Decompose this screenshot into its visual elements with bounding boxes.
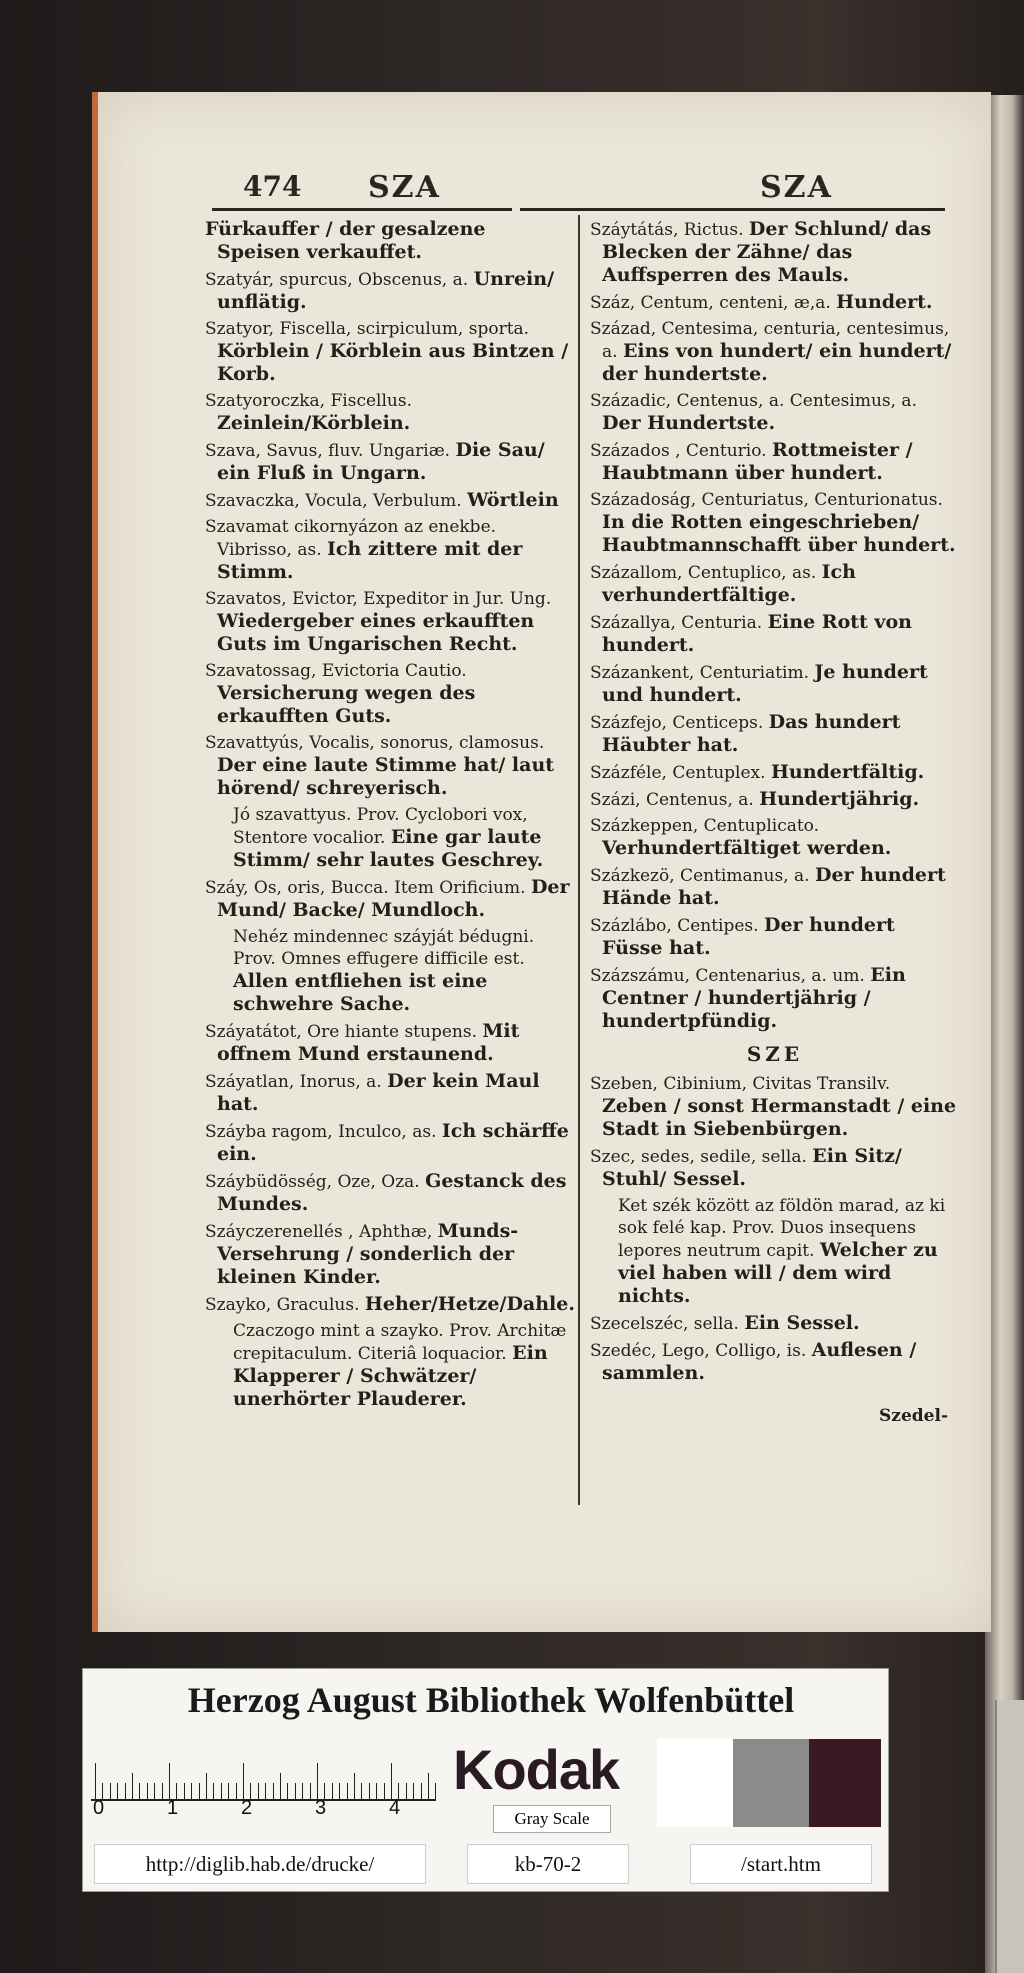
ruler-tick (110, 1783, 111, 1799)
ruler-tick (361, 1783, 362, 1799)
dictionary-entry (590, 815, 960, 860)
dictionary-entry (590, 561, 960, 607)
proverb-latin: Jó szavattyus. Prov. Cyclobori vox, Stentore vocalior. (233, 805, 528, 848)
dictionary-entry (205, 1070, 575, 1116)
dictionary-entry (590, 390, 960, 435)
ruler-tick (258, 1783, 259, 1799)
entry-german: Verhundertfältiget werden. (602, 837, 892, 859)
entry-latin: Szatyoroczka, Fiscellus. (205, 391, 412, 411)
entry-german: Munds-Versehrung / sonderlich der kleinen Kinder. (217, 1220, 519, 1288)
proverb-german: Welcher zu viel haben will / dem wird nichts. (618, 1239, 938, 1307)
entry-german: Wiedergeber eines erkaufften Guts im Ungarischen Recht. (217, 610, 535, 655)
ruler-tick (376, 1783, 377, 1799)
entry-latin: Szedéc, Lego, Colligo, is. (590, 1341, 807, 1361)
dictionary-entry (590, 1312, 960, 1335)
entry-latin: Száybüdösség, Oze, Oza. (205, 1172, 420, 1192)
proverb-german: Ein Klapperer / Schwätzer/ unerhörter Plauderer. (233, 1342, 548, 1410)
entry-german: Heher/Hetze/Dahle. (364, 1293, 575, 1315)
entry-latin: Százados , Centurio. (590, 441, 767, 461)
ruler-tick (132, 1773, 133, 1799)
entry-german: Zeben / sonst Hermanstadt / eine Stadt in Siebenbürgen. (602, 1095, 957, 1140)
entry-latin: Száytátás, Rictus. (590, 220, 744, 240)
ruler-tick (95, 1763, 96, 1799)
ruler-tick (413, 1783, 414, 1799)
entry-latin: Század, Centesima, centuria, centesimus, a. (590, 319, 950, 362)
dictionary-entry (590, 1145, 960, 1191)
header-rule-right (520, 208, 945, 211)
dictionary-entry (590, 761, 960, 784)
dictionary-entry (590, 964, 960, 1033)
ruler-tick (280, 1773, 281, 1799)
url-mid: kb-70-2 (468, 1845, 628, 1883)
running-head-left: SZA (368, 170, 441, 205)
left-column (205, 218, 575, 1415)
dictionary-entry (205, 489, 575, 512)
dictionary-entry (590, 489, 960, 557)
entry-latin: Százallom, Centuplico, as. (590, 563, 817, 583)
entry-german: Hundert. (836, 291, 933, 313)
ruler-tick (332, 1783, 333, 1799)
entry-german: Ein Centner / hundertjährig / hundertpfündig. (602, 964, 906, 1032)
ruler-tick (199, 1783, 200, 1799)
entry-german: Eins von hundert/ ein hundert/ der hundertste. (602, 340, 952, 385)
entry-latin: Száyczerenellés , Aphthæ, (205, 1222, 433, 1242)
entry-latin: Szec, sedes, sedile, sella. (590, 1147, 807, 1167)
entry-german: Fürkauffer / der gesalzene Speisen verkauffet. (205, 218, 486, 263)
ruler-tick (369, 1783, 370, 1799)
entry-german: In die Rotten eingeschrieben/ Haubtmannschafft über hundert. (602, 511, 956, 556)
proverb-latin: Czaczogo mint a szayko. Prov. Architæ crepitaculum. Citeriâ loquacior. (233, 1321, 567, 1364)
entry-german: Ich zittere mit der Stimm. (217, 538, 523, 583)
ruler-tick (435, 1783, 436, 1799)
page-number: 474 (243, 170, 302, 203)
entry-german: Unrein/ unflätig. (217, 268, 555, 313)
dictionary-entry (205, 390, 575, 435)
catchword: Szedel- (879, 1406, 948, 1426)
section-heading: SZE (746, 1042, 804, 1066)
entry-latin: Szavamat cikornyázon az enekbe. Vibrisso, as. (205, 517, 497, 560)
entry-german: Der eine laute Stimme hat/ laut hörend/ schreyerisch. (217, 754, 555, 799)
entry-latin: Szavattyús, Vocalis, sonorus, clamosus. (205, 733, 545, 753)
dictionary-entry (205, 588, 575, 656)
dictionary-entry (590, 291, 960, 314)
ruler-number: 4 (389, 1797, 401, 1819)
entry-german: Körblein / Körblein aus Bintzen / Korb. (217, 340, 569, 385)
ruler-tick (310, 1783, 311, 1799)
entry-latin: Szavatossag, Evictoria Cautio. (205, 661, 467, 681)
entry-latin: Száyba ragom, Inculco, as. (205, 1122, 437, 1142)
entry-german: Auflesen / sammlen. (602, 1339, 917, 1384)
proverb-entry (618, 1195, 960, 1308)
entry-latin: Szecelszéc, sella. (590, 1314, 739, 1334)
dictionary-entry (205, 318, 575, 386)
ruler-tick (406, 1783, 407, 1799)
dictionary-entry (590, 914, 960, 960)
entry-latin: Századoság, Centuriatus, Centurionatus. (590, 490, 943, 510)
ruler-number: 2 (241, 1797, 253, 1819)
ruler-tick (339, 1783, 340, 1799)
entry-german: Je hundert und hundert. (602, 661, 928, 706)
dictionary-entry (205, 1120, 575, 1166)
entry-german: Eine Rott von hundert. (602, 611, 912, 656)
url-left: http://diglib.hab.de/drucke/ (95, 1845, 425, 1883)
proverb-entry (233, 926, 575, 1016)
entry-latin: Száy, Os, oris, Bucca. Item Orificium. (205, 878, 526, 898)
ruler-tick (228, 1783, 229, 1799)
entry-german: Der Mund/ Backe/ Mundloch. (217, 876, 570, 921)
ruler-tick (302, 1783, 303, 1799)
dictionary-entry (590, 611, 960, 657)
ruler-tick (117, 1783, 118, 1799)
entry-latin: Századic, Centenus, a. Centesimus, a. (590, 391, 917, 411)
column-divider (578, 215, 580, 1505)
dictionary-entry (590, 318, 960, 386)
entry-german: Der hundert Hände hat. (602, 864, 946, 909)
dictionary-entry (590, 218, 960, 287)
entry-latin: Szayko, Graculus. (205, 1295, 360, 1315)
dictionary-entry (205, 660, 575, 728)
dictionary-entry (205, 732, 575, 800)
right-column (590, 218, 960, 1427)
ruler-number: 0 (93, 1797, 105, 1819)
entry-german: Ein Sitz/ Stuhl/ Sessel. (602, 1145, 902, 1190)
ruler-tick (428, 1773, 429, 1799)
ruler-tick (125, 1783, 126, 1799)
entry-latin: Százankent, Centuriatim. (590, 663, 810, 683)
dictionary-entry (205, 1020, 575, 1066)
entry-german: Die Sau/ ein Fluß in Ungarn. (217, 439, 545, 484)
header-rule-left (212, 208, 512, 211)
ruler-tick (347, 1783, 348, 1799)
entry-latin: Szeben, Cibinium, Civitas Transilv. (590, 1074, 891, 1094)
entry-latin: Százféle, Centuplex. (590, 763, 766, 783)
entry-german: Der hundert Füsse hat. (602, 914, 895, 959)
dictionary-entry (590, 788, 960, 811)
kodak-logo: Kodak (453, 1738, 620, 1801)
ruler-tick (162, 1783, 163, 1799)
ruler-tick (384, 1783, 385, 1799)
gray-swatch (733, 1739, 809, 1827)
dictionary-entry (205, 1170, 575, 1216)
proverb-entry (233, 1320, 575, 1411)
adjacent-page-tab (995, 1700, 1024, 1973)
dictionary-entry (590, 1339, 960, 1385)
entry-latin: Százlábo, Centipes. (590, 916, 759, 936)
entry-german: Hundertfältig. (770, 761, 925, 783)
gray-scale-label: Gray Scale (493, 1805, 611, 1833)
ruler-tick (184, 1783, 185, 1799)
dark-swatch (809, 1739, 881, 1827)
entry-german: Versicherung wegen des erkaufften Guts. (217, 682, 476, 727)
ruler-tick (287, 1783, 288, 1799)
entry-latin: Százfejo, Centiceps. (590, 713, 764, 733)
entry-latin: Szava, Savus, fluv. Ungariæ. (205, 441, 451, 461)
ruler-tick (236, 1783, 237, 1799)
ruler-tick (421, 1783, 422, 1799)
entry-german: Ein Sessel. (744, 1312, 860, 1334)
entry-german: Der kein Maul hat. (217, 1070, 540, 1115)
ruler-tick (169, 1763, 170, 1799)
proverb-german: Eine gar laute Stimm/ sehr lautes Geschrey. (233, 826, 544, 871)
entry-german: Gestanck des Mundes. (217, 1170, 567, 1215)
color-calibration-card (82, 1668, 889, 1892)
entry-latin: Szatyár, spurcus, Obscenus, a. (205, 270, 469, 290)
entry-latin: Százkezö, Centimanus, a. (590, 866, 810, 886)
dictionary-entry (590, 1073, 960, 1141)
entry-german: Wörtlein (467, 489, 559, 511)
dictionary-entry (205, 268, 575, 314)
entry-latin: Szavaczka, Vocula, Verbulum. (205, 491, 462, 511)
proverb-german: Allen entfliehen ist eine schwehre Sache. (233, 970, 488, 1015)
dictionary-entry (590, 439, 960, 485)
ruler-tick (243, 1763, 244, 1799)
entry-german: Mit offnem Mund erstaunend. (217, 1020, 520, 1065)
ruler-tick (139, 1783, 140, 1799)
dictionary-entry (205, 516, 575, 584)
ruler-number: 3 (315, 1797, 327, 1819)
entry-latin: Száyatlan, Inorus, a. (205, 1072, 382, 1092)
entry-german: Zeinlein/Körblein. (217, 412, 411, 434)
ruler-tick (206, 1773, 207, 1799)
proverb-latin: Nehéz mindennec száyját bédugni. Prov. Omnes effugere difficile est. (233, 927, 535, 969)
entry-german: Der Hundertste. (602, 412, 776, 434)
entry-latin: Százszámu, Centenarius, a. um. (590, 966, 865, 986)
entry-german: Ich schärffe ein. (217, 1120, 569, 1165)
proverb-latin: Ket szék között az földön marad, az ki sok felé kap. Prov. Duos insequens lepores neutrum capit. (618, 1196, 946, 1261)
url-right: /start.htm (691, 1845, 871, 1883)
entry-german: Ich verhundertfältige. (602, 561, 856, 606)
entry-german: Das hundert Häubter hat. (602, 711, 901, 756)
entry-latin: Szavatos, Evictor, Expeditor in Jur. Ung. (205, 589, 552, 609)
ruler-tick (221, 1783, 222, 1799)
entry-latin: Száyatátot, Ore hiante stupens. (205, 1022, 477, 1042)
ruler-number: 1 (167, 1797, 179, 1819)
ruler-tick (213, 1783, 214, 1799)
dictionary-entry (590, 864, 960, 910)
white-swatch (657, 1739, 733, 1827)
dictionary-entry (205, 1220, 575, 1289)
entry-latin: Száz, Centum, centeni, æ,a. (590, 293, 831, 313)
ruler-tick (354, 1773, 355, 1799)
entry-latin: Százallya, Centuria. (590, 613, 763, 633)
dictionary-entry (205, 1293, 575, 1316)
ruler-tick (391, 1763, 392, 1799)
ruler-tick (147, 1783, 148, 1799)
entry-german: Hundertjährig. (759, 788, 920, 810)
dictionary-entry (205, 876, 575, 922)
entry-german: Rottmeister / Haubtmann über hundert. (602, 439, 913, 484)
ruler-tick (265, 1783, 266, 1799)
proverb-entry (233, 804, 575, 872)
entry-german: Der Schlund/ das Blecken der Zähne/ das Auffsperren des Mauls. (602, 218, 932, 286)
library-title: Herzog August Bibliothek Wolfenbüttel (187, 1680, 795, 1720)
dictionary-entry (205, 218, 575, 264)
ruler-tick (295, 1783, 296, 1799)
measurement-ruler (91, 1737, 436, 1801)
running-head-right: SZA (760, 170, 833, 205)
ruler-tick (273, 1783, 274, 1799)
dictionary-entry (590, 711, 960, 757)
entry-latin: Százkeppen, Centuplicato. (590, 816, 820, 836)
ruler-tick (191, 1783, 192, 1799)
ruler-tick (317, 1763, 318, 1799)
entry-latin: Százi, Centenus, a. (590, 790, 754, 810)
dictionary-entry (590, 661, 960, 707)
dictionary-entry (205, 439, 575, 485)
entry-latin: Szatyor, Fiscella, scirpiculum, sporta. (205, 319, 530, 339)
ruler-tick (154, 1783, 155, 1799)
